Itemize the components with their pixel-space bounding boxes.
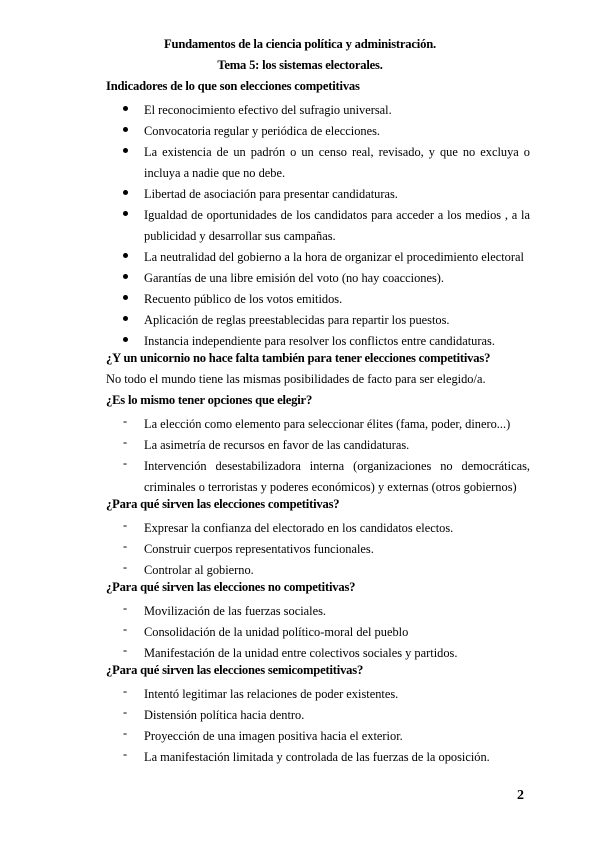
list-item-text: Igualdad de oportunidades de los candidatos para acceder a los medios , a la publicidad y desarrollar sus campañas. [144, 208, 530, 243]
section-heading-non-competitive: ¿Para qué sirven las elecciones no competitivas? [106, 580, 356, 594]
paragraph: No todo el mundo tiene las mismas posibilidades de facto para ser elegido/a. [106, 372, 486, 386]
dash-marker: - [123, 643, 128, 657]
dash-marker: - [123, 435, 128, 449]
list-item-text: Consolidación de la unidad político-moral del pueblo [144, 625, 409, 639]
dash-marker: - [123, 601, 128, 615]
list-item-text: Recuento público de los votos emitidos. [144, 292, 343, 306]
list-item-text: La manifestación limitada y controlada de las fuerzas de la oposición. [144, 750, 490, 764]
dash-marker: - [123, 539, 128, 553]
dash-marker: - [123, 684, 128, 698]
section-heading-competitive: ¿Para qué sirven las elecciones competitivas? [106, 497, 340, 511]
list-item-text: Aplicación de reglas preestablecidas para repartir los puestos. [144, 313, 450, 327]
dash-marker: - [123, 414, 128, 428]
list-item-text: Movilización de las fuerzas sociales. [144, 604, 327, 618]
dash-marker: - [123, 705, 128, 719]
list-item-text: Instancia independiente para resolver los conflictos entre candidaturas. [144, 334, 495, 348]
dash-marker: - [123, 518, 128, 532]
topic-title: Tema 5: los sistemas electorales. [217, 58, 383, 72]
list-item-text: Intentó legitimar las relaciones de poder existentes. [144, 687, 399, 701]
list-item-text: Manifestación de la unidad entre colectivos sociales y partidos. [144, 646, 458, 660]
dash-marker: - [123, 560, 128, 574]
course-title: Fundamentos de la ciencia política y administración. [164, 37, 436, 51]
list-item-text: La existencia de un padrón o un censo real, revisado, y que no excluya o incluya a nadie que no debe. [144, 145, 530, 180]
dash-marker: - [123, 622, 128, 636]
list-item-text: La elección como elemento para seleccionar élites (fama, poder, dinero...) [144, 417, 511, 431]
section-heading-unicorn: ¿Y un unicornio no hace falta también para tener elecciones competitivas? [106, 351, 491, 365]
list-item-text: Distensión política hacia dentro. [144, 708, 305, 722]
list-item-text: Expresar la confianza del electorado en los candidatos electos. [144, 521, 454, 535]
dash-marker: - [123, 747, 128, 761]
page-number: 2 [517, 788, 524, 803]
list-item-text: Intervención desestabilizadora interna (organizaciones no democráticas, criminales o terroristas y poderes económicos) y externas (otros gobiernos) [144, 459, 530, 494]
list-item-text: El reconocimiento efectivo del sufragio universal. [144, 103, 392, 117]
section-heading-semi-competitive: ¿Para qué sirven las elecciones semicompetitivas? [106, 663, 364, 677]
list-item-text: Convocatoria regular y periódica de elecciones. [144, 124, 381, 138]
dash-marker: - [123, 726, 128, 740]
section-heading-options: ¿Es lo mismo tener opciones que elegir? [106, 393, 313, 407]
list-item-text: La asimetría de recursos en favor de las candidaturas. [144, 438, 410, 452]
list-item-text: Controlar al gobierno. [144, 563, 254, 577]
list-item-text: Libertad de asociación para presentar candidaturas. [144, 187, 398, 201]
list-item-text: Garantías de una libre emisión del voto (no hay coacciones). [144, 271, 445, 285]
list-item-text: Proyección de una imagen positiva hacia el exterior. [144, 729, 403, 743]
list-item-text: La neutralidad del gobierno a la hora de organizar el procedimiento electoral [144, 250, 524, 264]
section-heading-indicators: Indicadores de lo que son elecciones competitivas [106, 79, 360, 93]
dash-marker: - [123, 456, 128, 470]
list-item-text: Construir cuerpos representativos funcionales. [144, 542, 374, 556]
